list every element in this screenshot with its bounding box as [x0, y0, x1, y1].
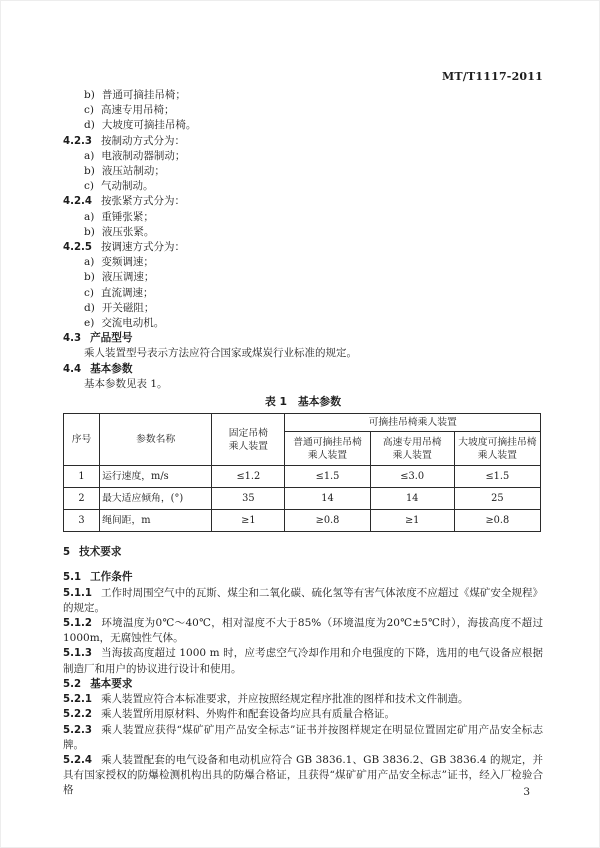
item-text: 普通可摘挂吊椅； — [101, 89, 186, 101]
header-sub-steep-line1: 大坡度可摘挂吊椅 — [458, 436, 537, 448]
cell-value: ≤1.5 — [285, 466, 370, 488]
list-item — [63, 301, 543, 316]
list-item — [63, 255, 543, 270]
table-body — [64, 466, 541, 532]
clause-text: 产品型号 — [90, 332, 133, 345]
item-label: c) — [84, 180, 94, 193]
clause-number: 5 — [63, 547, 71, 559]
cell-param-name: 绳间距，m — [100, 510, 212, 532]
clause-5.2.1 — [63, 692, 543, 707]
header-col-fixed-line2: 乘人装置 — [228, 440, 268, 452]
clause-4.2.4 — [63, 194, 543, 209]
header-col-fixed-line1: 固定吊椅 — [228, 427, 268, 439]
header-sub-ordinary — [285, 432, 370, 466]
clause-text: 当海拔高度超过 1000 m 时，应考虑空气冷却作用和介电强度的下降，选用的电气设备应根据制造厂和用户的协议进行设计和使用。 — [63, 647, 543, 675]
clause-5.2 — [63, 677, 543, 692]
item-text: 交流电动机。 — [101, 317, 165, 330]
clause-number: 5.1 — [63, 572, 82, 584]
clauses-section-4 — [63, 88, 543, 392]
cell-value: 25 — [454, 488, 540, 510]
table-caption: 表 1 基本参数 — [264, 395, 342, 409]
clause-number: 4.2.5 — [63, 242, 93, 254]
clause-5.1.2 — [63, 616, 543, 646]
header-sub-ordinary-line2: 乘人装置 — [307, 449, 348, 461]
clause-text: 乘人装置所用原材料、外购件和配套设备均应具有质量合格证。 — [101, 708, 396, 721]
cell-value: 14 — [370, 488, 454, 510]
cell-value: ≤3.0 — [370, 466, 454, 488]
clause-text: 工作条件 — [90, 571, 133, 584]
list-item — [63, 225, 543, 240]
clause-text: 乘人装置应获得“煤矿矿用产品安全标志”证书并按图样规定在明显位置固定矿用产品安全标志牌。 — [63, 723, 543, 751]
clause-number: 5.1.1 — [63, 587, 93, 599]
basic-parameters-table — [63, 413, 541, 532]
item-label: a) — [84, 256, 95, 269]
header-sub-steep-line2: 乘人装置 — [477, 449, 517, 461]
item-label: c) — [84, 104, 94, 117]
table-header — [64, 414, 541, 466]
clause-text: 按张紧方式分为： — [101, 195, 186, 208]
item-label: a) — [84, 149, 95, 162]
item-text: 液压调速； — [101, 271, 155, 284]
item-label: b) — [84, 271, 95, 284]
clause-number: 4.2.4 — [63, 196, 93, 208]
item-text: 高速专用吊椅； — [100, 104, 175, 117]
cell-value: 14 — [285, 488, 370, 510]
clause-number: 5.1.2 — [63, 618, 93, 630]
item-text: 开关磁阻； — [101, 301, 155, 314]
clause-number: 4.4 — [63, 363, 82, 375]
clause-number: 5.2 — [63, 678, 82, 690]
clause-text: 技术要求 — [79, 546, 122, 559]
clause-5.1.1 — [63, 586, 543, 616]
clauses-section-5 — [63, 545, 543, 798]
page-content — [63, 88, 543, 799]
item-label: d) — [84, 301, 95, 314]
item-text: 液压张紧。 — [101, 225, 155, 238]
item-text: 直流调速； — [100, 286, 154, 299]
clause-5 — [63, 545, 543, 560]
clause-4.2.3 — [63, 134, 543, 149]
list-item — [63, 286, 543, 301]
cell-no: 1 — [64, 466, 100, 488]
cell-value: ≤1.5 — [454, 466, 540, 488]
header-group-detachable: 可摘挂吊椅乘人装置 — [285, 414, 541, 432]
list-item — [63, 118, 543, 133]
clause-number: 5.2.2 — [63, 709, 93, 721]
cell-value: ≤1.2 — [212, 466, 285, 488]
item-text: 电液制动器制动； — [101, 149, 186, 162]
clause-5.1.3 — [63, 646, 543, 676]
clause-5.2.2 — [63, 707, 543, 722]
list-item — [63, 316, 543, 331]
header-sub-ordinary-line1: 普通可摘挂吊椅 — [293, 436, 362, 448]
clause-number: 5.2.3 — [63, 724, 93, 736]
cell-value: ≥1 — [212, 510, 285, 532]
header-col-name: 参数名称 — [100, 414, 212, 466]
cell-value: 35 — [212, 488, 285, 510]
list-item — [63, 149, 543, 164]
list-item — [63, 88, 543, 103]
clause-text: 按制动方式分为： — [101, 134, 186, 147]
header-col-fixed-seat — [212, 414, 285, 466]
header-sub-highspeed-line1: 高速专用吊椅 — [382, 436, 442, 448]
clause-number: 5.2.1 — [63, 694, 93, 706]
list-item — [63, 164, 543, 179]
clause-4.2.5 — [63, 240, 543, 255]
clause-text: 乘人装置配套的电气设备和电动机应符合 GB 3836.1、GB 3836.2、GB 3836.4 的规定，并具有国家授权的防爆检测机构出具的防爆合格证，且获得“煤矿矿用产品安全标志”证书，经入厂检验合格 — [63, 753, 543, 797]
cell-no: 3 — [64, 510, 100, 532]
item-text: 气动制动。 — [100, 180, 154, 193]
list-item — [63, 270, 543, 285]
clause-number: 4.3 — [63, 333, 82, 345]
clause-text: 基本要求 — [90, 677, 133, 690]
table-row — [64, 466, 541, 488]
cell-value: ≥0.8 — [285, 510, 370, 532]
clause-text: 乘人装置应符合本标准要求，并应按照经规定程序批准的图样和技术文件制造。 — [101, 693, 469, 706]
cell-no: 2 — [64, 488, 100, 510]
header-sub-highspeed — [370, 432, 454, 466]
paragraph: 基本参数见表 1。 — [84, 377, 168, 390]
clause-text: 环境温度为0℃～40℃，相对湿度不大于85%（环境温度为20℃±5℃时），海拔高度不超过1000m，无腐蚀性气体。 — [63, 617, 543, 645]
cell-param-name: 最大适应倾角，(°) — [100, 488, 212, 510]
item-label: a) — [84, 210, 95, 223]
clause-text: 按调速方式分为： — [101, 241, 186, 254]
clause-text: 工作时周围空气中的瓦斯、煤尘和二氧化碳、硫化氢等有害气体浓度不应超过《煤矿安全规程》的规定。 — [63, 586, 543, 614]
item-label: c) — [84, 286, 94, 299]
header-col-no: 序号 — [64, 414, 100, 466]
item-label: b) — [84, 89, 95, 101]
table-row — [64, 510, 541, 532]
item-label: b) — [84, 225, 95, 238]
list-item — [63, 210, 543, 225]
list-item — [63, 103, 543, 118]
clause-5.1 — [63, 570, 543, 585]
page-number: 3 — [523, 786, 530, 798]
standard-code-header: MT/T1117-2011 — [442, 70, 543, 83]
list-item — [63, 179, 543, 194]
item-text: 重锤张紧； — [101, 210, 154, 223]
cell-value: ≥1 — [370, 510, 454, 532]
clause-number: 5.2.4 — [63, 754, 93, 766]
item-label: b) — [84, 165, 95, 178]
cell-value: ≥0.8 — [454, 510, 540, 532]
table-row — [64, 488, 541, 510]
item-text: 大坡度可摘挂吊椅。 — [101, 119, 197, 132]
item-label: e) — [84, 317, 95, 330]
item-label: d) — [84, 119, 95, 132]
clause-text: 基本参数 — [90, 362, 133, 375]
clause-5.2.4 — [63, 753, 543, 799]
item-text: 液压站制动； — [101, 165, 165, 178]
cell-param-name: 运行速度，m/s — [100, 466, 212, 488]
header-sub-highspeed-line2: 乘人装置 — [392, 449, 432, 461]
clause-4.4 — [63, 362, 543, 377]
clause-number: 5.1.3 — [63, 648, 93, 660]
clause-4.3 — [63, 331, 543, 346]
paragraph: 乘人装置型号表示方法应符合国家或煤炭行业标准的规定。 — [84, 347, 357, 360]
clause-number: 4.2.3 — [63, 135, 93, 147]
header-sub-steep — [454, 432, 540, 466]
clause-5.2.3 — [63, 723, 543, 753]
item-text: 变频调速； — [101, 256, 154, 269]
